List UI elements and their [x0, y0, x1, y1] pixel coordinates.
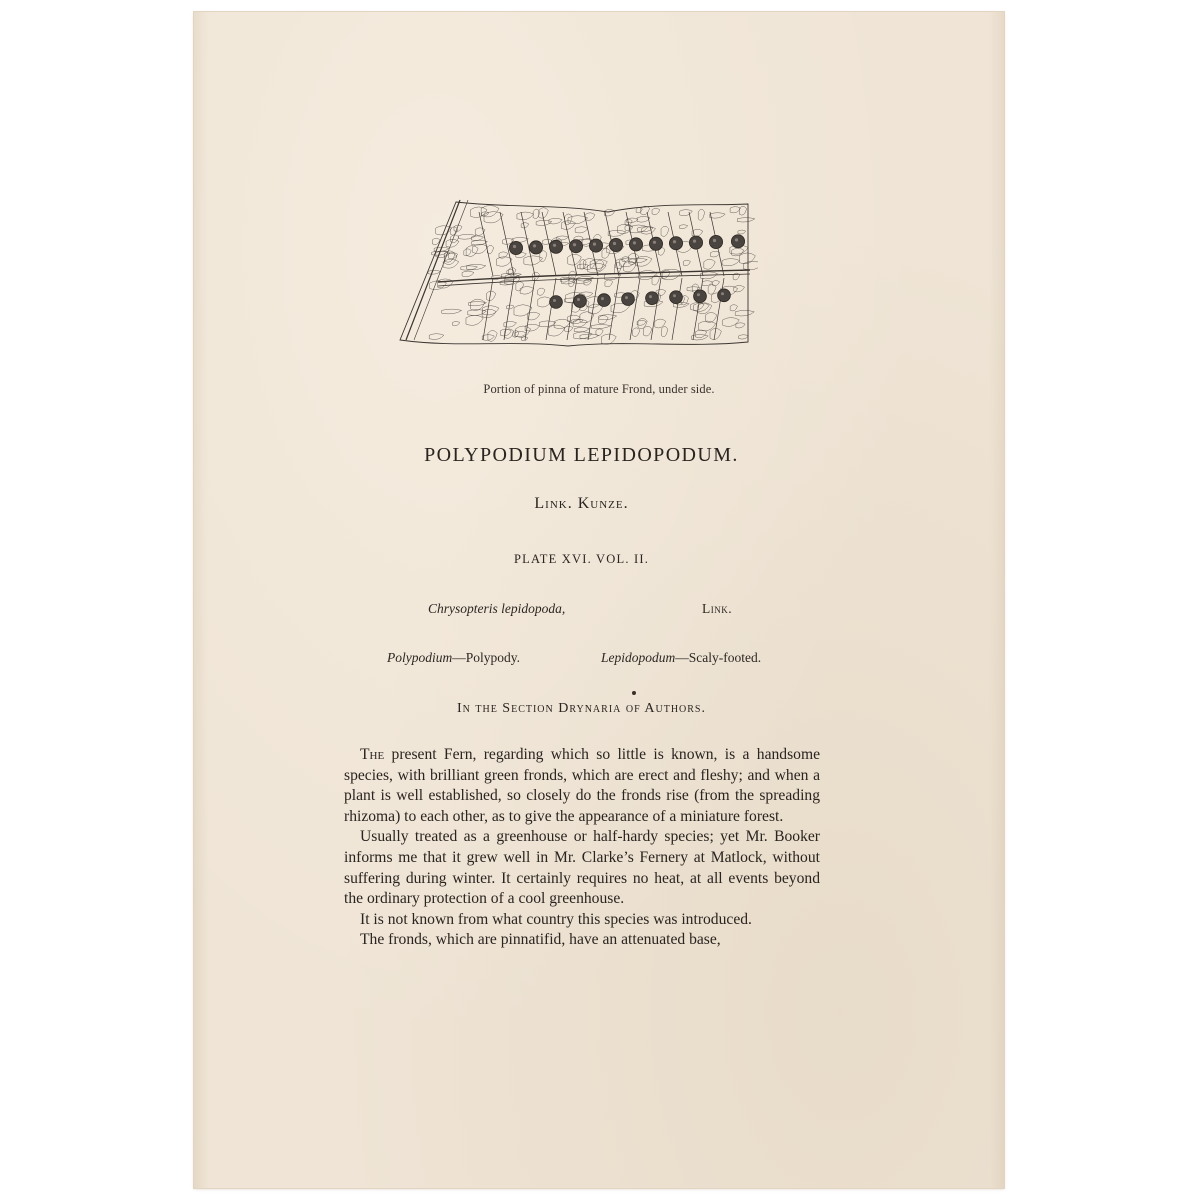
vein-cell: [679, 225, 687, 229]
sorus: [689, 236, 702, 249]
sorus-highlight: [553, 299, 556, 302]
sorus: [669, 237, 682, 250]
vein-cell: [521, 223, 529, 228]
vein-cell: [661, 226, 669, 236]
vein-cell: [517, 212, 534, 220]
vein-cell: [471, 236, 483, 241]
body-text: [344, 745, 820, 951]
vein-cell: [573, 319, 587, 326]
plate-reference: PLATE XVI. VOL. II.: [513, 552, 650, 566]
vein-cell: [453, 321, 460, 325]
vein-cell: [605, 280, 613, 287]
sorus-highlight: [577, 298, 580, 301]
sorus-highlight: [735, 238, 738, 241]
vein-cell: [704, 259, 715, 269]
sorus-highlight: [601, 297, 604, 300]
vein-cell: [641, 206, 650, 215]
vein-cell: [629, 258, 647, 263]
vein-cell: [739, 206, 746, 215]
rachis-line: [414, 200, 468, 340]
sorus: [589, 239, 602, 252]
sorus: [629, 238, 642, 251]
sorus: [731, 235, 744, 248]
lateral-vein: [504, 278, 514, 340]
vein-cell: [638, 318, 647, 328]
vein-cell: [636, 208, 642, 213]
vein-cell: [486, 291, 495, 301]
vein-cell: [459, 234, 476, 239]
vein-cell: [732, 248, 744, 256]
vein-cell: [642, 227, 656, 235]
sorus-highlight: [697, 293, 700, 296]
lateral-vein: [630, 278, 640, 340]
vein-cell: [710, 213, 725, 218]
vein-cell: [429, 334, 444, 340]
midrib: [438, 270, 750, 282]
sorus: [509, 241, 522, 254]
paragraph-1: [344, 745, 820, 827]
lateral-vein: [714, 278, 724, 340]
authority-line: Link. Kunze.: [534, 495, 629, 512]
sorus: [609, 238, 622, 251]
vein-cell: [735, 310, 754, 316]
vein-cell: [548, 325, 565, 336]
sorus-highlight: [553, 244, 556, 247]
sorus-highlight: [713, 239, 716, 242]
vein-cell: [683, 260, 690, 265]
synonym-name: Chrysopteris lepidopoda,: [428, 601, 566, 616]
sorus-highlight: [673, 240, 676, 243]
etymology-species-meaning: —Scaly-footed.: [675, 650, 762, 665]
sorus: [598, 294, 611, 307]
sorus-highlight: [573, 243, 576, 246]
book-page: [194, 12, 1004, 1188]
vein-cell: [643, 326, 652, 336]
vein-cell: [428, 270, 440, 274]
sorus-highlight: [613, 242, 616, 245]
etymology-species: [601, 650, 761, 666]
sorus-highlight: [653, 241, 656, 244]
synonym-author: Link.: [702, 601, 733, 616]
vein-cell: [488, 330, 497, 341]
vein-cell: [694, 303, 710, 311]
vein-cell: [596, 329, 603, 336]
vein-cell: [730, 207, 740, 213]
sorus-highlight: [513, 245, 516, 248]
vein-cell: [639, 270, 658, 279]
section-heading: In the Section Drynaria of Authors.: [456, 701, 706, 716]
sorus-highlight: [649, 295, 652, 298]
sorus: [646, 292, 659, 305]
sorus-highlight: [533, 244, 536, 247]
frond-engraving: [398, 190, 758, 372]
vein-cell: [436, 226, 452, 235]
sorus: [549, 240, 562, 253]
vein-cell: [507, 305, 514, 309]
vein-cell: [473, 244, 488, 253]
etymology-genus-meaning: —Polypody.: [452, 650, 521, 665]
figure-caption: Portion of pinna of mature Frond, under side.: [483, 382, 715, 396]
lateral-vein: [588, 278, 598, 340]
sorus: [649, 237, 662, 250]
sorus: [694, 290, 707, 303]
vein-cell: [680, 210, 693, 216]
sorus: [718, 289, 731, 302]
rachis-line: [406, 200, 460, 340]
sorus: [622, 293, 635, 306]
vein-cell: [608, 230, 626, 236]
paragraph-lead-word: The: [360, 746, 385, 763]
sorus-highlight: [593, 243, 596, 246]
vein-cell: [591, 325, 611, 329]
page-title: POLYPODIUM LEPIDOPODUM.: [424, 444, 739, 466]
vein-cell: [442, 309, 462, 314]
vein-cell: [437, 279, 453, 288]
vein-cell: [561, 221, 575, 230]
paragraph-3: It is not known from what country this species was introduced.: [360, 910, 752, 928]
vein-cell: [698, 209, 704, 220]
sorus-highlight: [625, 296, 628, 299]
etymology-species-term: Lepidopodum: [601, 650, 676, 665]
vein-cell: [574, 328, 589, 332]
sorus: [550, 296, 563, 309]
vein-cell: [737, 218, 755, 222]
vein-cell: [736, 323, 745, 328]
ornament-dot: [632, 691, 636, 695]
sorus: [574, 295, 587, 308]
lateral-vein: [479, 212, 493, 276]
etymology-genus: [387, 650, 520, 666]
vein-cell: [635, 256, 652, 266]
vein-cell: [516, 282, 524, 291]
sorus-highlight: [693, 240, 696, 243]
vein-cell: [520, 287, 534, 295]
sorus: [709, 235, 722, 248]
vein-cell: [514, 332, 526, 337]
vein-cell: [464, 249, 471, 256]
vein-cell: [575, 227, 588, 233]
vein-cell: [702, 281, 712, 286]
vein-cell: [466, 246, 478, 257]
vein-cell: [538, 288, 545, 295]
sorus-highlight: [633, 241, 636, 244]
vein-cell: [637, 320, 646, 325]
vein-cell: [708, 284, 716, 294]
paragraph-1-text: present Fern, regarding which so little is known, is a handsome species, with brilliant green fronds, which are erect and fleshy; and when a plant is well established, so closely do the fronds rise (from the spreading rhizoma) to each other, as to give the appearance of a miniature forest.: [344, 746, 820, 825]
vein-cell: [698, 321, 715, 331]
paragraph-2: Usually treated as a greenhouse or half-hardy species; yet Mr. Booker informs me that it grew well in Mr. Clarke’s Fernery at Matlock, without suffering during winter. It certainly requires no heat, at all events beyond the ordinary protection of a cool greenhouse.: [344, 828, 820, 908]
paragraph-4: The fronds, which are pinnatifid, have an attenuated base,: [360, 931, 721, 949]
vein-cell: [577, 264, 588, 269]
vein-cell: [539, 208, 549, 219]
vein-cell: [462, 271, 474, 277]
lateral-vein: [567, 278, 577, 340]
sorus: [569, 240, 582, 253]
sorus: [529, 241, 542, 254]
vein-cell: [633, 328, 640, 337]
vein-cell: [739, 335, 749, 339]
vein-cell: [496, 257, 512, 267]
vein-cell: [730, 305, 737, 311]
vein-cell: [723, 318, 739, 327]
vein-cell: [468, 302, 486, 306]
etymology-genus-term: Polypodium: [387, 650, 453, 665]
vein-cell: [466, 315, 483, 325]
lateral-vein: [651, 278, 661, 340]
vein-cell: [661, 326, 667, 336]
vein-cell: [738, 230, 746, 234]
vein-cell: [652, 208, 660, 214]
vein-cell: [722, 259, 740, 266]
lateral-vein: [672, 278, 682, 340]
vein-cell: [539, 321, 555, 327]
vein-cell: [625, 225, 631, 230]
vein-cell: [568, 216, 588, 224]
sorus-highlight: [673, 294, 676, 297]
vein-cell: [554, 319, 570, 328]
vein-cell: [622, 257, 629, 262]
lateral-vein: [609, 278, 619, 340]
vein-cell: [466, 264, 485, 269]
sorus: [670, 291, 683, 304]
vein-cell: [698, 303, 712, 314]
vein-cell: [734, 286, 745, 292]
vein-cell: [504, 321, 517, 327]
vein-cell: [695, 330, 707, 338]
lateral-vein: [546, 278, 556, 340]
sorus-highlight: [721, 292, 724, 295]
vein-cell: [471, 299, 485, 310]
vein-cell: [743, 261, 758, 269]
